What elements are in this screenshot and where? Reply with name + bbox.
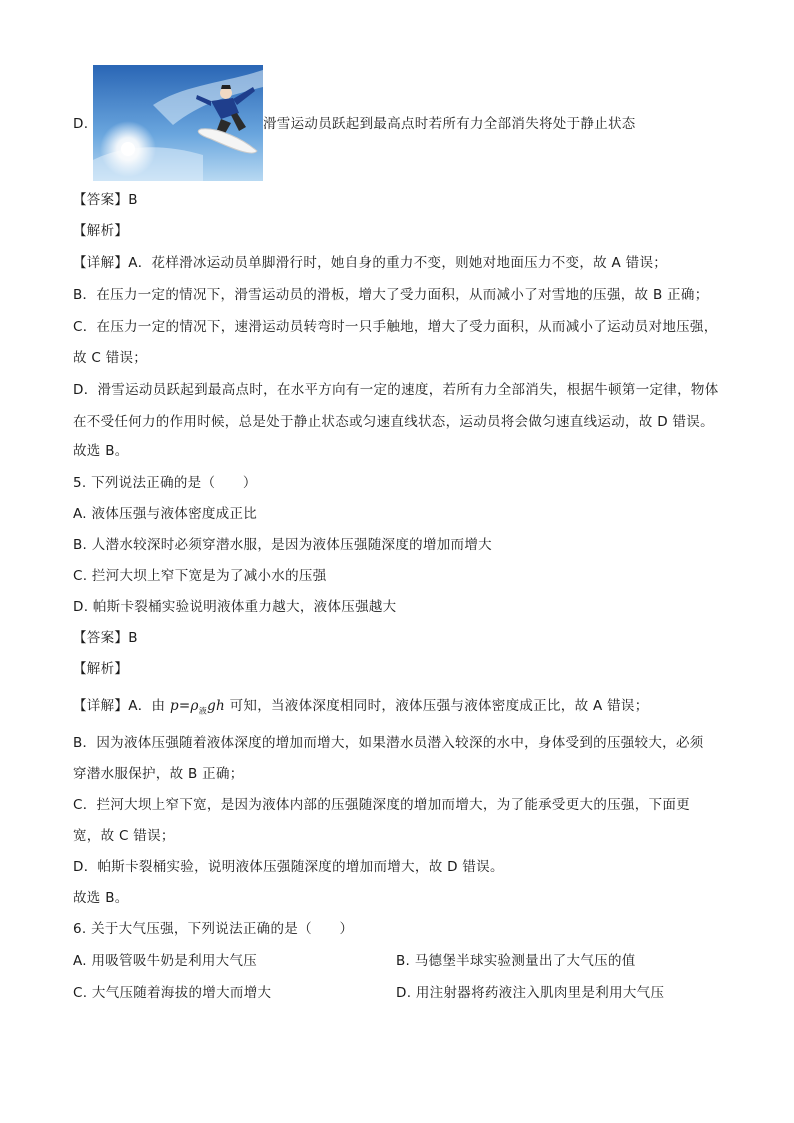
detail-line: B．在压力一定的情况下，滑雪运动员的滑板，增大了受力面积，从而减小了对雪地的压强，故 B 正确； [73,287,709,303]
detail-line: D．帕斯卡裂桶实验，说明液体压强随深度的增加而增大，故 D 错误。 [73,859,504,875]
option-b: B. 马德堡半球实验测量出了大气压的值 [396,953,636,969]
option-d-text: 滑雪运动员跃起到最高点时若所有力全部消失将处于静止状态 [263,116,636,132]
detail-line: 穿潜水服保护，故 B 正确； [73,766,244,782]
detail-line: 在不受任何力的作用时候，总是处于静止状态或匀速直线状态，运动员将会做匀速直线运动，故 D 错误。 [73,414,714,430]
option-c: C. 大气压随着海拔的增大而增大 [73,985,272,1001]
option-a: A. 液体压强与液体密度成正比 [73,506,258,522]
detail-line: 宽，故 C 错误； [73,828,175,844]
option-d: D. 帕斯卡裂桶实验说明液体重力越大，液体压强越大 [73,599,397,615]
detail-suffix: 可知，当液体深度相同时，液体压强与液体密度成正比，故 A 错误； [225,698,649,714]
detail-line: C．在压力一定的情况下，速滑运动员转弯时一只手触地，增大了受力面积，从而减小了运动员对地压强， [73,319,718,335]
formula-eq: = [178,698,191,714]
detail-line: 故 C 错误； [73,350,148,366]
detail-line: C．拦河大坝上窄下宽，是因为液体内部的压强随深度的增加而增大，为了能承受更大的压强，下面更 [73,797,690,813]
formula [170,698,225,714]
question-5: 5. 下列说法正确的是（ ） [73,475,257,491]
detail-prefix: 【详解】A．由 [73,698,170,714]
option-c: C. 拦河大坝上窄下宽是为了减小水的压强 [73,568,327,584]
option-d-letter: D. [73,116,89,132]
answer-label: 【答案】B [73,630,138,646]
detail-line-formula [73,696,649,722]
formula-sub: 液 [198,706,208,716]
detail-line: 【详解】A．花样滑冰运动员单脚滑行时，她自身的重力不变，则她对地面压力不变，故 A 错误； [73,255,668,271]
option-b: B. 人潜水较深时必须穿潜水服，是因为液体压强随深度的增加而增大 [73,537,492,553]
analysis-label: 【解析】 [73,223,129,239]
analysis-label: 【解析】 [73,661,129,677]
formula-rho: ρ [190,698,199,714]
detail-line: B．因为液体压强随着液体深度的增加而增大，如果潜水员潜入较深的水中，身体受到的压强较大，必须 [73,735,704,751]
detail-line: 故选 B。 [73,890,129,906]
snowboarder-photo [93,65,263,181]
detail-line: 故选 B。 [73,443,129,459]
option-d: D. 用注射器将药液注入肌肉里是利用大气压 [396,985,665,1001]
formula-p: p [169,698,179,714]
answer-label: 【答案】B [73,192,138,208]
question-6: 6. 关于大气压强，下列说法正确的是（ ） [73,921,354,937]
formula-gh: gh [207,698,226,714]
detail-line: D．滑雪运动员跃起到最高点时，在水平方向有一定的速度，若所有力全部消失，根据牛顿第一定律，物体 [73,382,719,398]
option-a: A. 用吸管吸牛奶是利用大气压 [73,953,258,969]
